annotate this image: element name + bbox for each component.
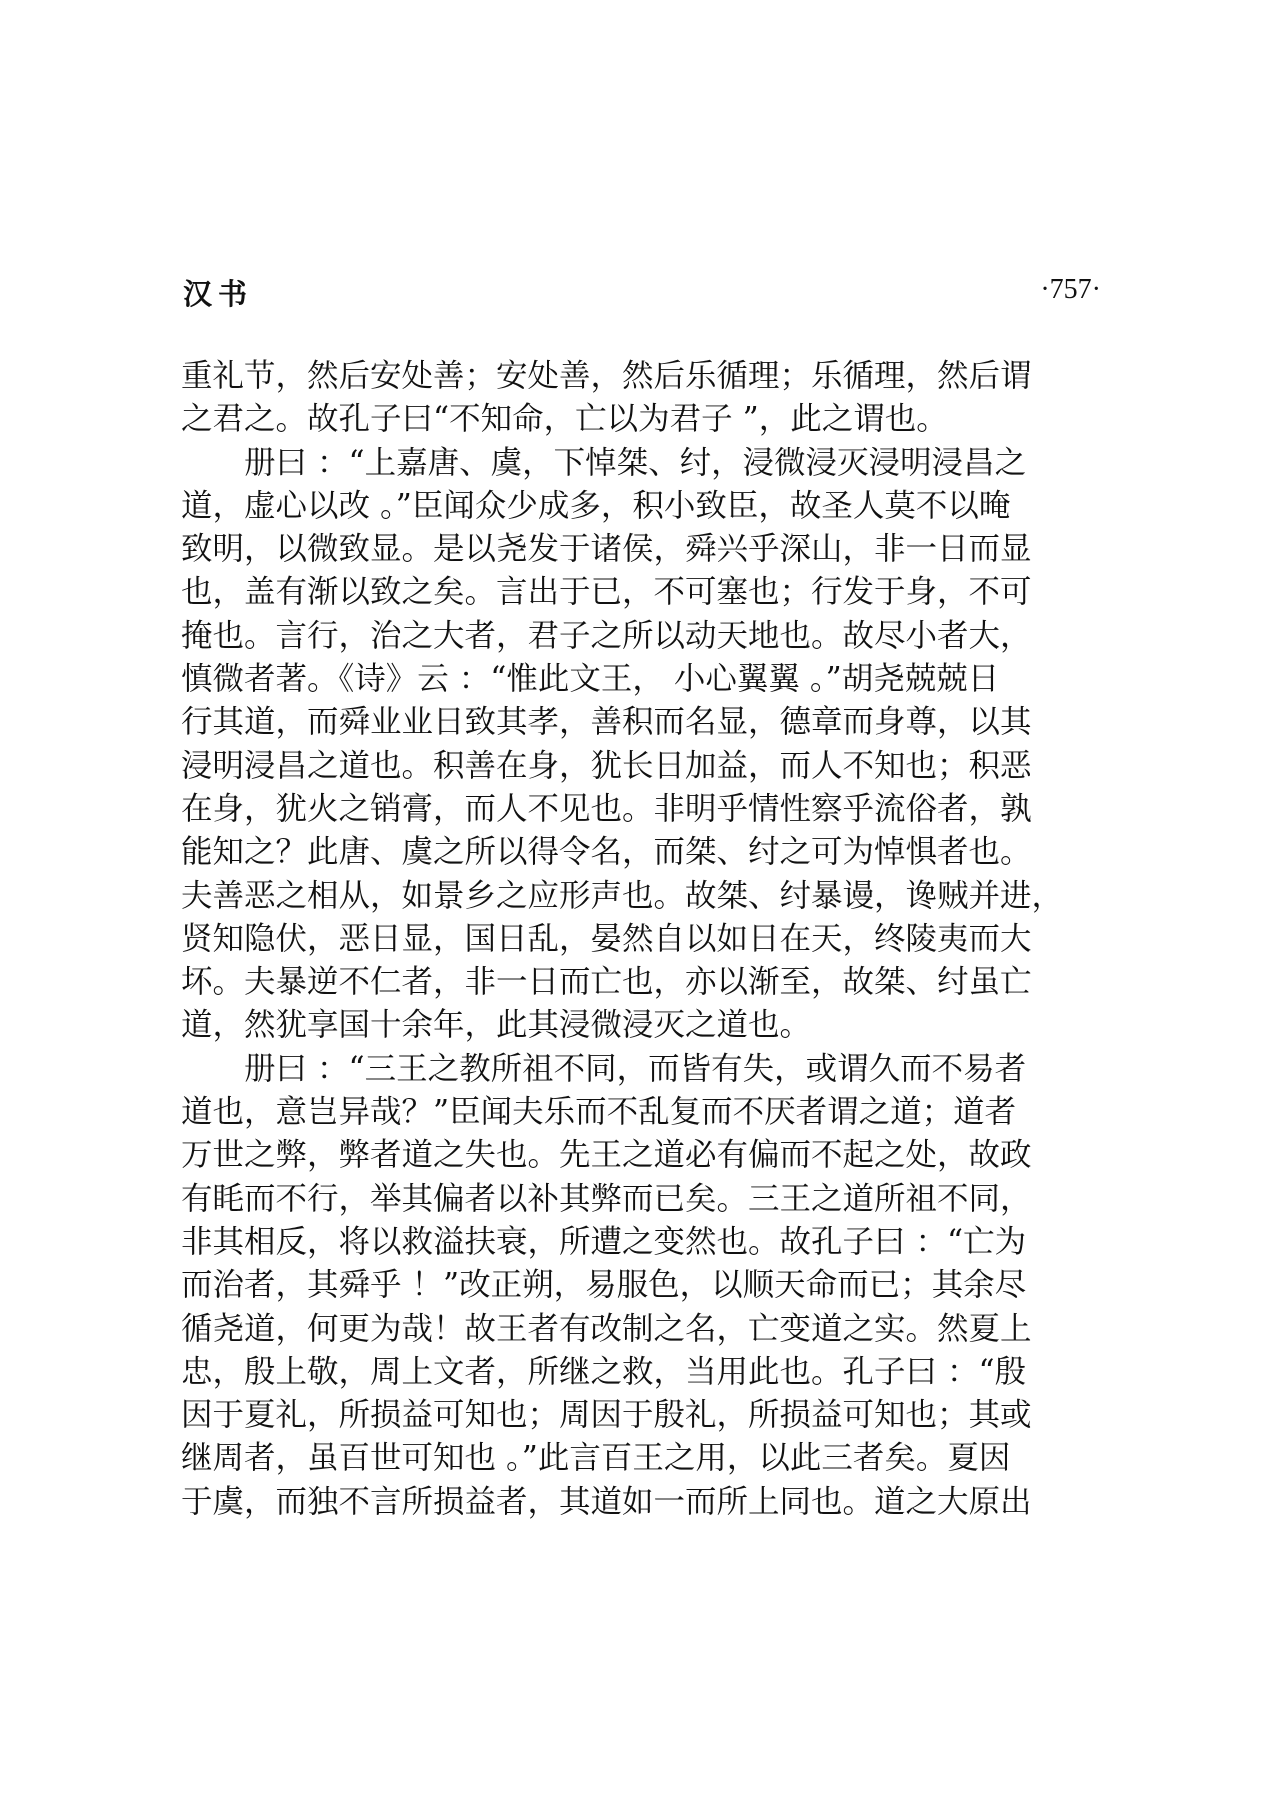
text-line: 循尧道，何更为哉！故王者有改制之名，亡变道之实。然夏上 bbox=[181, 1310, 1032, 1347]
text-line: 于虞，而独不言所损益者，其道如一而所上同也。道之大原出 bbox=[181, 1483, 1032, 1520]
text-line: 在身，犹火之销膏，而人不见也。非明乎情性察乎流俗者，孰 bbox=[181, 790, 1032, 827]
text-line: 重礼节，然后安处善；安处善，然后乐循理；乐循理，然后谓 bbox=[181, 358, 1032, 394]
text-line: 道也，意岂异哉？”臣闻夫乐而不乱复而不厌者谓之道；道者 bbox=[181, 1094, 1017, 1131]
text-line: 册曰 ：“上嘉唐、虞，下悼桀、纣，浸微浸灭浸明浸昌之 bbox=[181, 444, 1027, 481]
text-line: 非其相反，将以救溢扶衰，所遭之变然也。故孔子曰 ：“亡为 bbox=[181, 1223, 1027, 1260]
text-line: 继周者，虽百世可知也 。”此言百王之用，以此三者矣。夏因 bbox=[181, 1440, 1011, 1477]
page-number: ·757· bbox=[1040, 274, 1101, 305]
text-line: 而治者，其舜乎 ！”改正朔，易服色，以顺天命而已；其余尽 bbox=[181, 1267, 1027, 1304]
text-line: 浸明浸昌之道也。积善在身，犹长日加益，而人不知也；积恶 bbox=[181, 747, 1032, 784]
body-text bbox=[181, 355, 1103, 1524]
text-line: 贤知隐伏，恶日显，国日乱，晏然自以如日在天，终陵夷而大 bbox=[181, 920, 1032, 957]
text-line: 之君之。故孔子曰“不知命，亡以为君子 ”，此之谓也。 bbox=[181, 401, 948, 438]
text-line: 道，然犹享国十余年，此其浸微浸灭之道也。 bbox=[181, 1007, 812, 1044]
text-line: 慎微者著。《诗》云 ：“惟此文王， 小心翼翼 。”胡尧兢兢日 bbox=[181, 661, 1000, 698]
book-title: 汉书 bbox=[183, 277, 254, 311]
text-line: 夫善恶之相从，如景乡之应形声也。故桀、纣暴谩，谗贼并进， bbox=[181, 877, 1064, 914]
text-line: 能知之？此唐、虞之所以得令名，而桀、纣之可为悼惧者也。 bbox=[181, 834, 1032, 871]
text-line: 册曰 ：“三王之教所祖不同，而皆有失，或谓久而不易者 bbox=[181, 1050, 1027, 1087]
text-line: 忠，殷上敬，周上文者，所继之救，当用此也。孔子曰 ：“殷 bbox=[181, 1353, 1027, 1390]
running-head bbox=[183, 272, 1101, 312]
text-line: 万世之弊，弊者道之失也。先王之道必有偏而不起之处，故政 bbox=[181, 1137, 1032, 1174]
text-line: 道，虚心以改 。”臣闻众少成多，积小致臣，故圣人莫不以晻 bbox=[181, 487, 1011, 524]
text-line: 因于夏礼，所损益可知也；周因于殷礼，所损益可知也；其或 bbox=[181, 1397, 1032, 1434]
text-line: 掩也。言行，治之大者，君子之所以动天地也。故尽小者大， bbox=[181, 617, 1032, 654]
text-line: 坏。夫暴逆不仁者，非一日而亡也，亦以渐至，故桀、纣虽亡 bbox=[181, 964, 1032, 1001]
text-line: 有眊而不行，举其偏者以补其弊而已矣。三王之道所祖不同， bbox=[181, 1180, 1032, 1217]
text-line: 也，盖有渐以致之矣。言出于已，不可塞也；行发于身，不可 bbox=[181, 574, 1032, 611]
text-line: 致明，以微致显。是以尧发于诸侯，舜兴乎深山，非一日而显 bbox=[181, 531, 1032, 568]
text-line: 行其道，而舜业业日致其孝，善积而名显，德章而身尊，以其 bbox=[181, 704, 1032, 741]
